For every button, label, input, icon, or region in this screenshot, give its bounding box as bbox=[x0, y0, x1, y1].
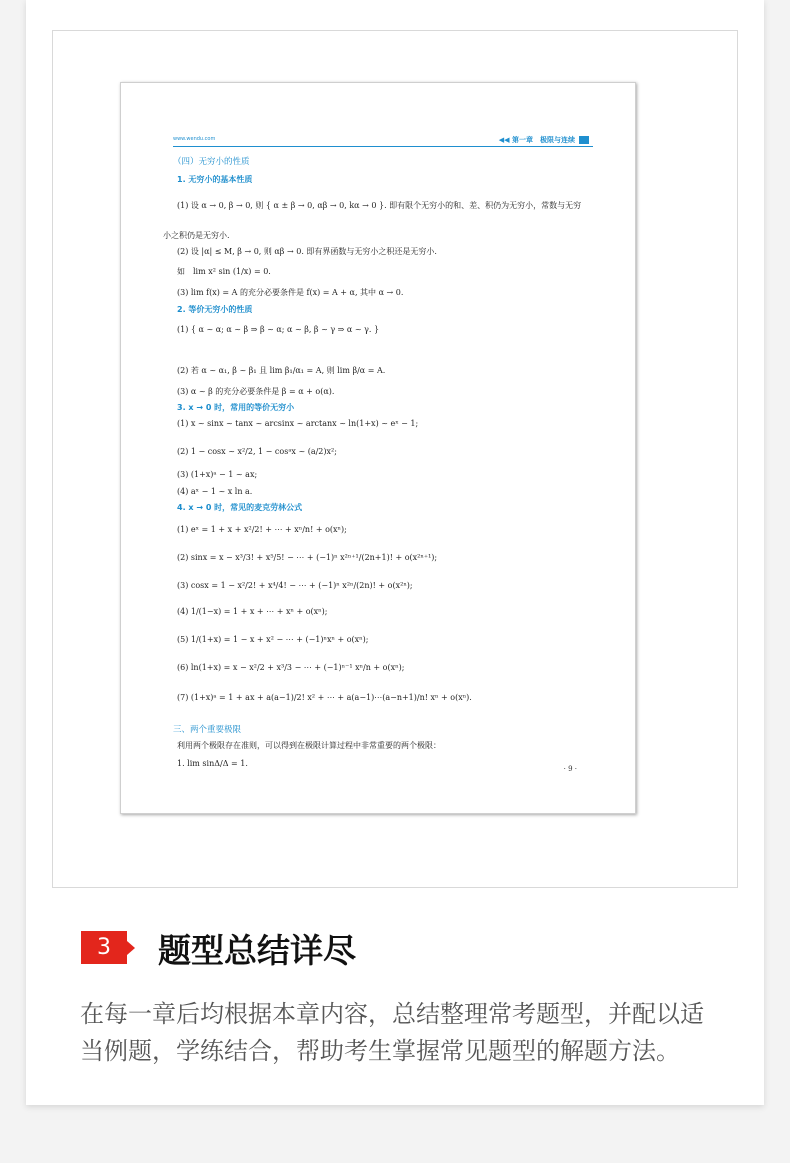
running-head-rule bbox=[173, 146, 593, 147]
running-head-chapter: ◀◀ 第一章 极限与连续 bbox=[498, 136, 575, 144]
page-text-line: (5) 1/(1+x) = 1 − x + x² − ⋯ + (−1)ⁿxⁿ + o(xⁿ); bbox=[177, 635, 369, 644]
page-text-line: (2) sinx = x − x³/3! + x⁵/5! − ⋯ + (−1)ⁿ x²ⁿ⁺¹/(2n+1)! + o(x²ⁿ⁺¹); bbox=[177, 553, 438, 562]
running-head bbox=[173, 135, 593, 147]
page-text-line: (2) 1 − cosx ~ x²/2, 1 − cosᵃx ~ (a/2)x²; bbox=[177, 447, 337, 456]
page-text-line: 如 lim x² sin (1/x) = 0. bbox=[177, 267, 271, 276]
badge-arrow-icon bbox=[127, 941, 135, 955]
page-text-line: 利用两个极限存在准则，可以得到在极限计算过程中非常重要的两个极限： bbox=[177, 741, 441, 750]
page-heading: 1. 无穷小的基本性质 bbox=[177, 175, 253, 184]
page-text-line: (1) { α ~ α; α ~ β ⇒ β ~ α; α ~ β, β ~ γ ⇒ α ~ γ. } bbox=[177, 325, 380, 334]
description-line: 当例题，学练结合，帮助考生掌握常见题型的解题方法。 bbox=[80, 1037, 680, 1065]
page-text-line: (1) eˣ = 1 + x + x²/2! + ⋯ + xⁿ/n! + o(xⁿ); bbox=[177, 525, 347, 534]
page-text-line: (4) 1/(1−x) = 1 + x + ⋯ + xⁿ + o(xⁿ); bbox=[177, 607, 328, 616]
page-text-line: (6) ln(1+x) = x − x²/2 + x³/3 − ⋯ + (−1)ⁿ⁻¹ xⁿ/n + o(xⁿ); bbox=[177, 663, 405, 672]
page-text-line: (3) α ~ β 的充分必要条件是 β = α + o(α). bbox=[177, 387, 335, 396]
page-heading: 3. x → 0 时，常用的等价无穷小 bbox=[177, 403, 295, 412]
page-text-line: (3) (1+x)ᵃ − 1 ~ ax; bbox=[177, 470, 258, 479]
description-line: 在每一章后均根据本章内容，总结整理常考题型，并配以适 bbox=[80, 1000, 704, 1028]
page-text-line: (2) 若 α ~ α₁, β ~ β₁ 且 lim β₁/α₁ = A, 则 lim β/α = A. bbox=[177, 366, 386, 375]
section-number-badge: 3 bbox=[81, 931, 127, 964]
page-heading: 2. 等价无穷小的性质 bbox=[177, 305, 253, 314]
page-text-line: 小之积仍是无穷小. bbox=[163, 231, 230, 240]
page-text-line: (3) cosx = 1 − x²/2! + x⁴/4! − ⋯ + (−1)ⁿ x²ⁿ/(2n)! + o(x²ⁿ); bbox=[177, 581, 413, 590]
book-page bbox=[120, 82, 636, 814]
page-text-line: (4) aˣ − 1 ~ x ln a. bbox=[177, 487, 253, 496]
page-text-line: (7) (1+x)ᵃ = 1 + ax + a(a−1)/2! x² + ⋯ + a(a−1)⋯(a−n+1)/n! xⁿ + o(xⁿ). bbox=[177, 693, 472, 702]
section-description bbox=[80, 996, 750, 1070]
page-text-line: (1) x ~ sinx ~ tanx ~ arcsinx ~ arctanx ~ ln(1+x) ~ eˣ − 1; bbox=[177, 419, 419, 428]
running-head-url: www.wendu.com bbox=[173, 136, 216, 142]
page-text-line: 1. lim sinΔ/Δ = 1. bbox=[177, 759, 248, 768]
page-text-line: (2) 设 |α| ≤ M, β → 0, 则 αβ → 0. 即有界函数与无穷小之积还是无穷小. bbox=[177, 247, 437, 256]
page-text-line: (1) 设 α → 0, β → 0, 则 { α ± β → 0, αβ → 0, kα → 0 }. 即有限个无穷小的和、差、积仍为无穷小，常数与无穷 bbox=[177, 201, 582, 210]
book-logo-icon bbox=[579, 136, 589, 144]
page-heading: （四）无穷小的性质 bbox=[173, 157, 250, 167]
page-heading: 三、两个重要极限 bbox=[173, 725, 242, 735]
page-text-line: (3) lim f(x) = A 的充分必要条件是 f(x) = A + α, 其中 α → 0. bbox=[177, 288, 404, 297]
page-heading: 4. x → 0 时，常见的麦克劳林公式 bbox=[177, 503, 303, 512]
section-title: 题型总结详尽 bbox=[158, 931, 356, 970]
page-number: · 9 · bbox=[563, 765, 577, 773]
